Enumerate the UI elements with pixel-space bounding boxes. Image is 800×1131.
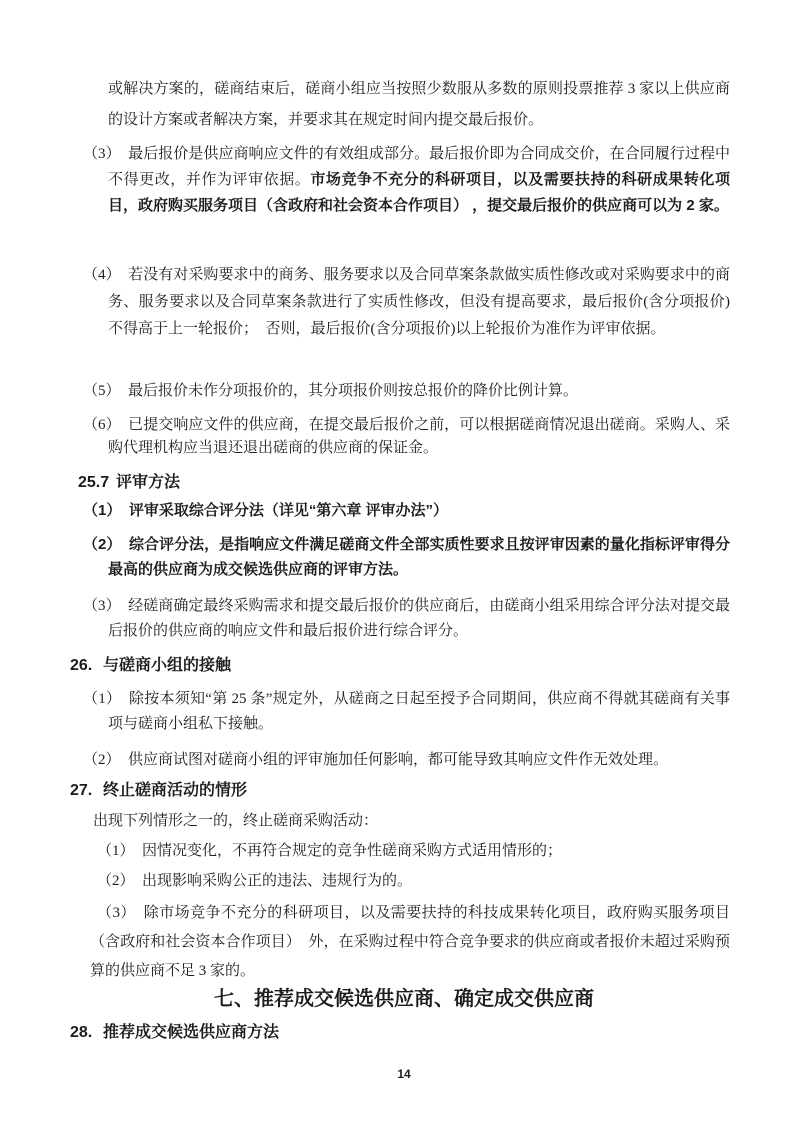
- clause-27-1: （1） 因情况变化，不再符合规定的竞争性磋商采购方式适用情形的；: [97, 843, 563, 859]
- section-heading-26: [70, 652, 722, 680]
- clause-25-7-2: （2） 综合评分法，是指响应文件满足磋商文件全部实质性要求且按评审因素的量化指标评审得分最高的供应商为成交候选供应商的评审方法。: [83, 536, 730, 578]
- section-heading-27: [70, 777, 722, 805]
- section-heading-28: [70, 1019, 722, 1047]
- section-title-27: 终止磋商活动的情形: [103, 782, 248, 799]
- page-number: 14: [397, 1067, 411, 1081]
- section-title-28: 推荐成交候选供应商方法: [103, 1024, 280, 1041]
- section-number-26: 26.: [70, 657, 93, 674]
- clause-final-quote-3-bold-text: 市场竞争不充分的科研项目，以及需要扶持的科研成果转化项目，政府购买服务项目（含政府和社会资本合作项目） ，提交最后报价的供应商可以为 2 家。: [108, 171, 730, 214]
- clause-27-intro: 出现下列情形之一的，终止磋商采购活动：: [93, 813, 379, 829]
- section-number-28: 28.: [70, 1024, 93, 1041]
- clause-final-quote-3: [78, 141, 730, 219]
- paragraph-continuation: 或解决方案的，磋商结束后，磋商小组应当按照少数服从多数的原则投票推荐 3 家以上供应商的设计方案或者解决方案，并要求其在规定时间内提交最后报价。: [108, 81, 730, 128]
- clause-26-1: （1） 除按本须知“第 25 条”规定外，从磋商之日起至授予合同期间，供应商不得就其磋商有关事项与磋商小组私下接触。: [83, 691, 730, 732]
- section-number-27: 27.: [70, 782, 93, 799]
- clause-final-quote-5: （5） 最后报价未作分项报价的，其分项报价则按总报价的降价比例计算。: [83, 383, 579, 399]
- clause-final-quote-4: （4） 若没有对采购要求中的商务、服务要求以及合同草案条款做实质性修改或对采购要求中的商务、服务要求以及合同草案条款进行了实质性修改，但没有提高要求，最后报价(含分项报价)不得高于上一轮报价； 否则，最后报价(含分项报价)以上轮报价为准作为评审依据。: [83, 267, 730, 337]
- clause-27-3: （3） 除市场竞争不充分的科研项目，以及需要扶持的科技成果转化项目，政府购买服务项目（含政府和社会资本合作项目） 外，在采购过程中符合竞争要求的供应商或者报价未超过采购预算的供应商不足 3 家的。: [90, 905, 730, 979]
- clause-27-2: （2） 出现影响采购公正的违法、违规行为的。: [97, 873, 413, 889]
- section-title-25-7: 评审方法: [116, 474, 181, 491]
- clause-final-quote-6: （6） 已提交响应文件的供应商，在提交最后报价之前，可以根据磋商情况退出磋商。采购人、采购代理机构应当退还退出磋商的供应商的保证金。: [83, 417, 730, 456]
- clause-26-2: （2） 供应商试图对磋商小组的评审施加任何影响，都可能导致其响应文件作无效处理。: [83, 752, 669, 768]
- chapter-7-heading: 七、推荐成交候选供应商、确定成交供应商: [214, 988, 594, 1010]
- clause-25-7-3: （3） 经磋商确定最终采购需求和提交最后报价的供应商后，由磋商小组采用综合评分法对提交最后报价的供应商的响应文件和最后报价进行综合评分。: [83, 598, 730, 639]
- section-heading-25-7: [78, 469, 730, 497]
- section-title-26: 与磋商小组的接触: [103, 657, 232, 674]
- section-number-25-7: 25.7: [78, 474, 110, 491]
- clause-final-quote-3-normal-text: （3） 最后报价是供应商响应文件的有效组成部分。最后报价即为合同成交价，在合同履行过程中不得更改，并作为评审依据。: [83, 146, 730, 188]
- clause-25-7-1: （1） 评审采取综合评分法（详见“第六章 评审办法”）: [83, 502, 449, 519]
